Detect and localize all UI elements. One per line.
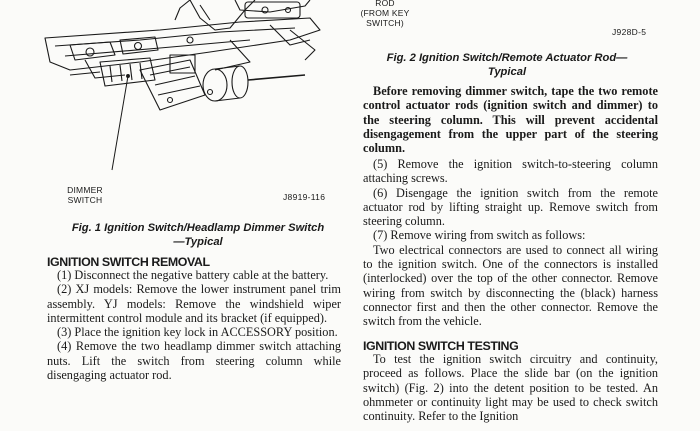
warning-block xyxy=(363,84,658,155)
removal-steps xyxy=(47,268,341,382)
figure-2-caption: Fig. 2 Ignition Switch/Remote Actuator Rod—Typical xyxy=(386,52,628,78)
removal-steps-continued xyxy=(363,157,658,329)
removal-step-4: (4) Remove the two headlamp dimmer switch attaching nuts. Lift the switch from steering column while disengaging actuator rod. xyxy=(47,339,341,383)
removal-step-3: (3) Place the ignition key lock in ACCESSORY position. xyxy=(57,325,338,340)
figure-1-id: J8919-116 xyxy=(283,192,326,202)
ignition-switch-testing-heading: IGNITION SWITCH TESTING xyxy=(363,339,519,353)
removal-step-1: (1) Disconnect the negative battery cable at the battery. xyxy=(57,268,329,282)
removal-step-6: (6) Disengage the ignition switch from the remote actuator rod by lifting straight up. Remove switch from steering column. xyxy=(363,185,658,229)
figure-2-id: J928D-5 xyxy=(612,27,647,37)
warning-text: Before removing dimmer switch, tape the two remote control actuator rods (ignition switch and dimmer) to the steering column. This will prevent accidental disengagement from the upper part of the steering column. xyxy=(363,84,658,156)
testing-paragraph: To test the ignition switch circuitry and continuity, proceed as follows. Place the slide bar (on the ignition switch) (Fig. 2) into the detent position to be tested. An ohmmeter or continuity light may be used to check switch continuity. Refer to the Ignition xyxy=(363,352,658,424)
ignition-switch-dimmer-drawing xyxy=(40,0,340,175)
removal-step-7: (7) Remove wiring from switch as follows: xyxy=(373,228,586,243)
ignition-switch-removal-heading: IGNITION SWITCH REMOVAL xyxy=(47,255,210,269)
removal-step-2: (2) XJ models: Remove the lower instrument panel trim assembly. YJ models: Remove the windshield wiper intermittent control module and its bracket (if equipped). xyxy=(47,282,341,325)
figure-1-illustration xyxy=(40,0,340,175)
testing-text-block xyxy=(363,352,658,423)
removal-step-5: (5) Remove the ignition switch-to-steering column attaching screws. xyxy=(363,157,658,186)
wiring-note: Two electrical connectors are used to connect all wiring to the ignition switch. One of the connectors is installed (interlocked) over the top of the other connector. Remove wiring from switch by disconnecting the (black) harness connector first and then the other connector. Remove the switch from the vehicle. xyxy=(363,242,658,329)
figure-1-caption: Fig. 1 Ignition Switch/Headlamp Dimmer Switch—Typical xyxy=(71,222,325,248)
dimmer-switch-callout: DIMMER SWITCH xyxy=(67,185,103,205)
actuator-rod-callout: ROD (FROM KEY SWITCH) xyxy=(360,0,410,28)
